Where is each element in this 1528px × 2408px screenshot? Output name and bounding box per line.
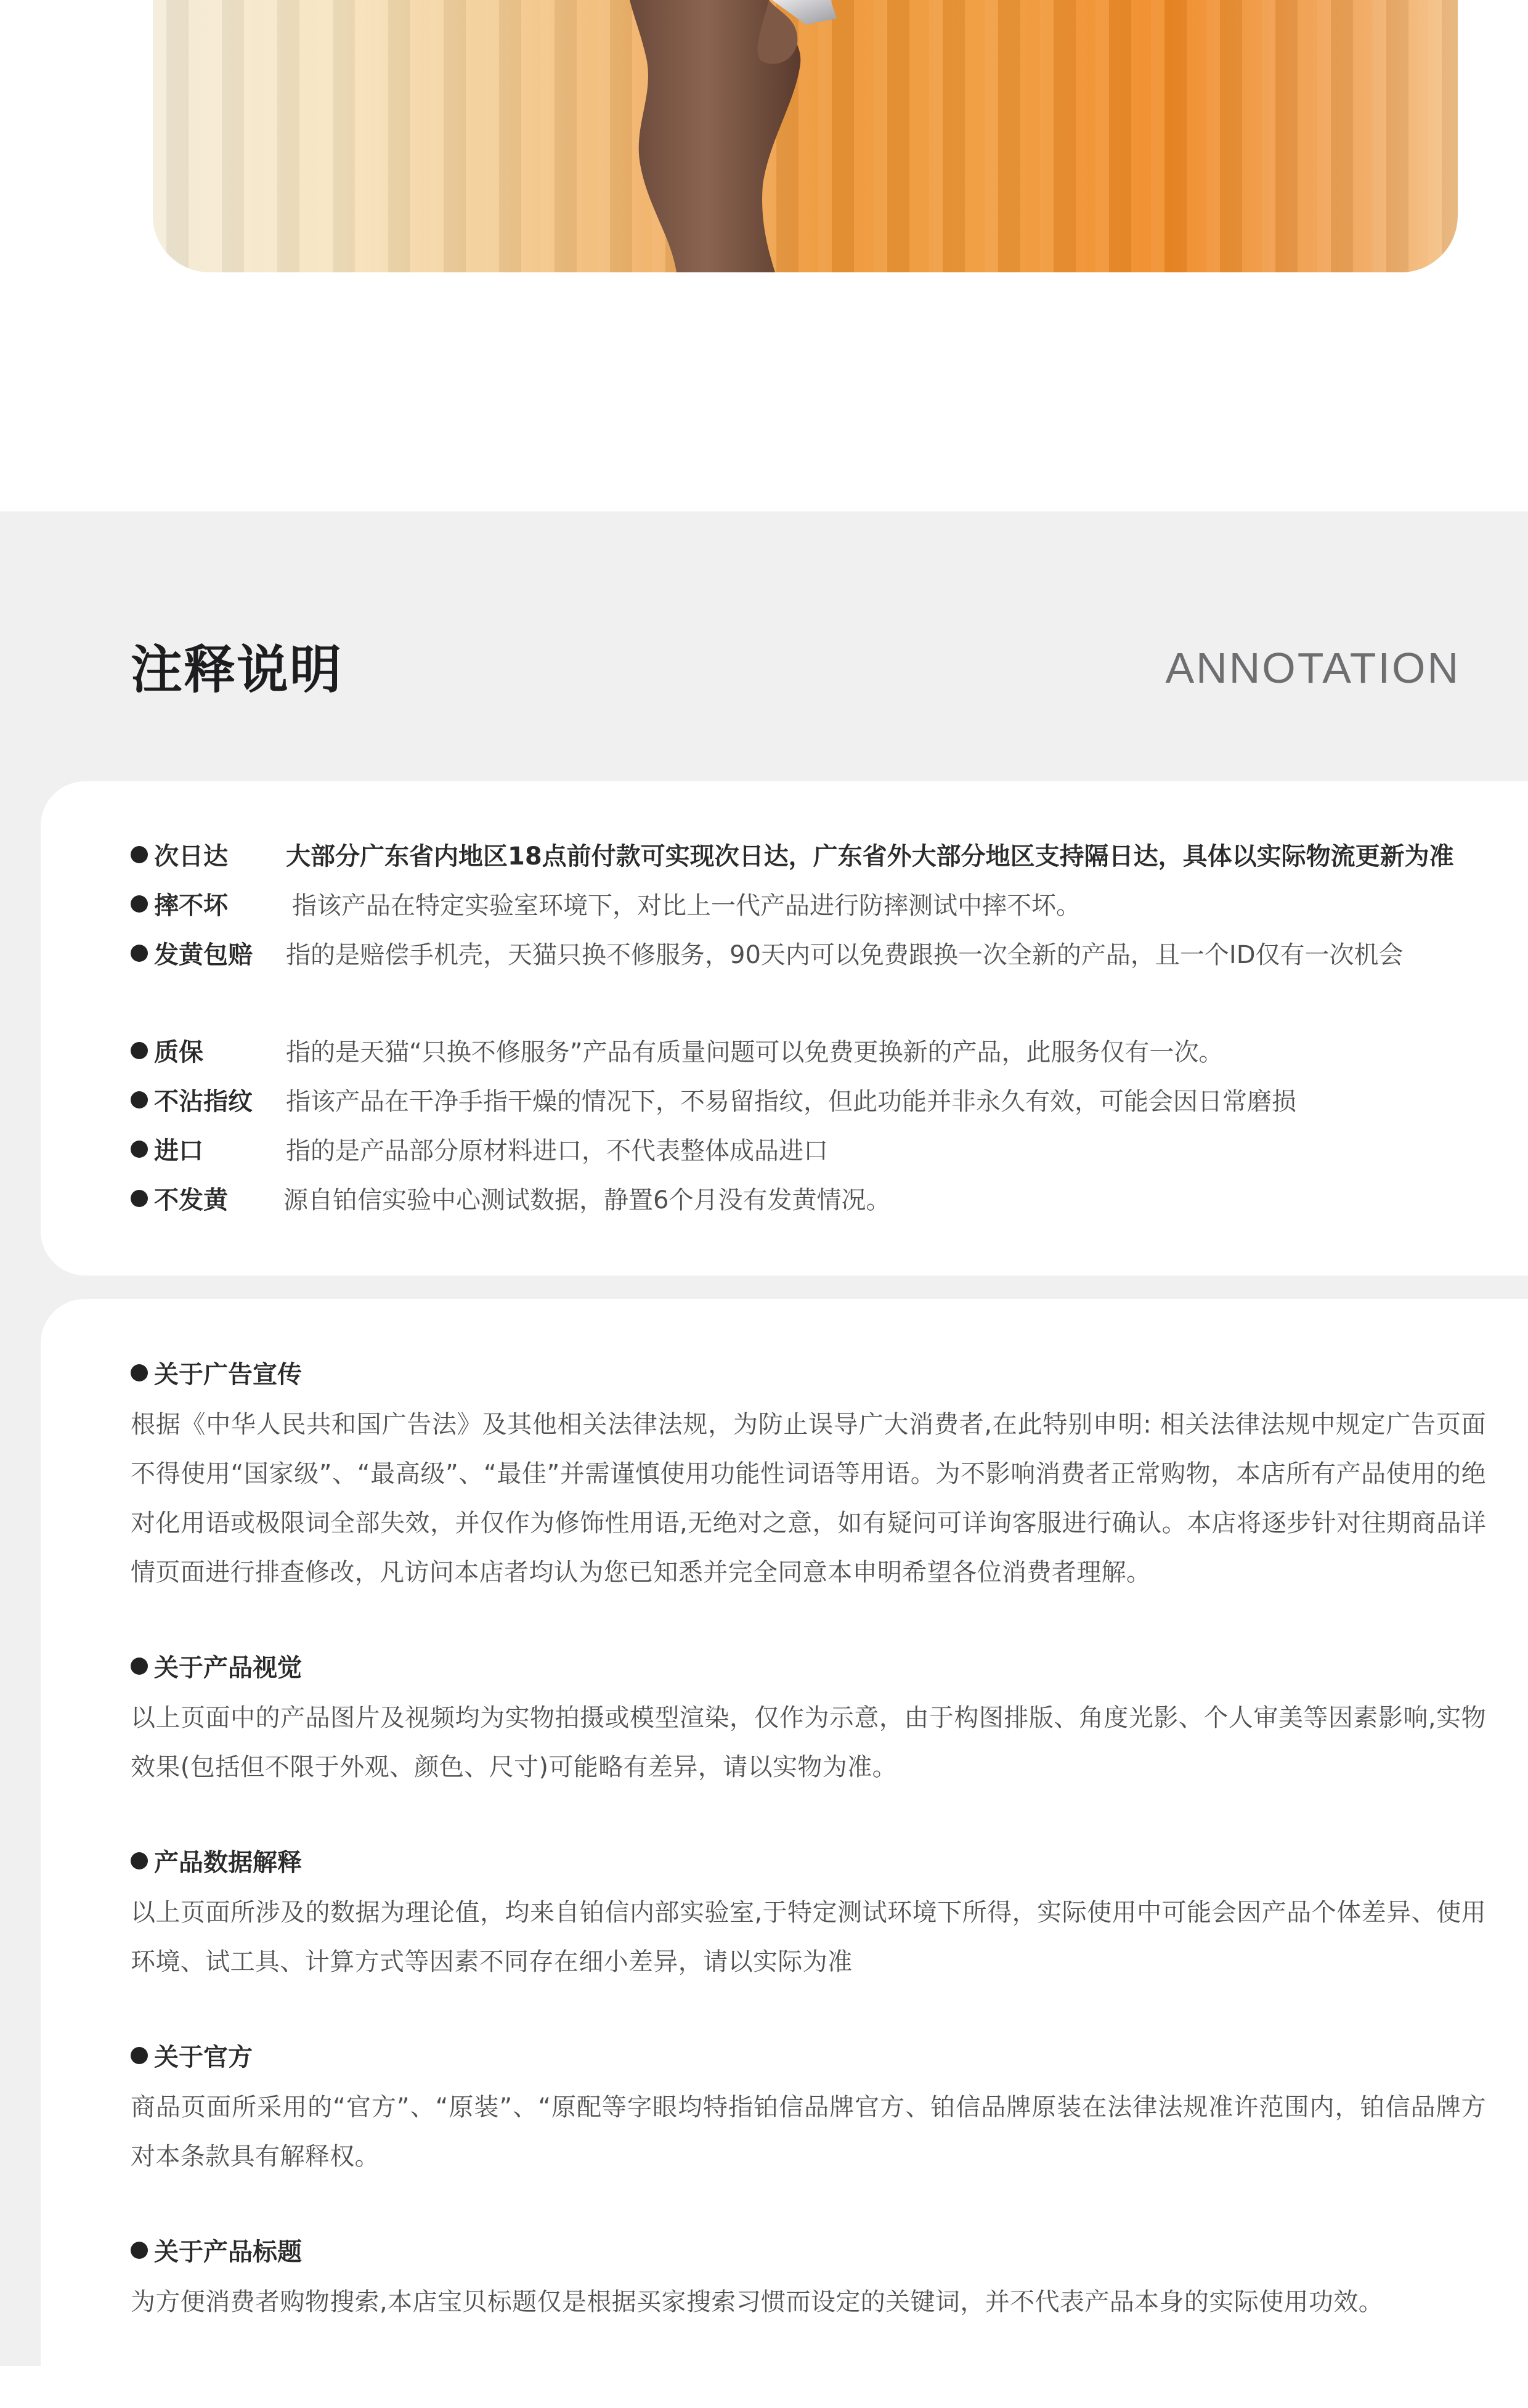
definition-desc: 指该产品在特定实验室环境下，对比上一代产品进行防摔测试中摔不坏。: [292, 892, 1081, 920]
note-body: 以上页面中的产品图片及视频均为实物拍摄或模型渲染，仅作为示意，由于构图排版、角度光影、个人审美等因素影响,实物效果(包括但不限于外观、颜色、尺寸)可能略有差异，请以实物为准。: [131, 1704, 1486, 1781]
note-body: 根据《中华人民共和国广告法》及其他相关法律法规，为防止误导广大消费者,在此特别申明: 相关法律法规中规定广告页面不得使用“国家级”、“最高级”、“最佳”并需谨慎使用功能性词语等用语。为不影响消费者正常购物，本店所有产品使用的绝对化用语或极限词全部失效，并仅作为修饰性用语,无绝对之意，如有疑问可详询客服进行确认。本店将逐步针对往期商品详情页面进行排查修改，凡访问本店者均认为您已知悉并完全同意本申明希望各位消费者理解。: [131, 1410, 1486, 1587]
definition-desc: 大部分广东省内地区18点前付款可实现次日达，广东省外大部分地区支持隔日达，具体以实际物流更新为准: [286, 842, 1454, 871]
hand-holding-phone-image: [153, 0, 1458, 272]
note-title: 产品数据解释: [131, 1844, 1486, 1882]
note-product-title: [131, 2233, 1486, 2327]
note-title: 关于广告宣传: [131, 1356, 1486, 1394]
product-photo: [153, 0, 1458, 272]
note-visuals: [131, 1649, 1486, 1792]
bullet-icon: [131, 1658, 148, 1675]
definition-term: 质保: [131, 1034, 203, 1071]
note-data-explanation: [131, 1844, 1486, 1987]
definition-term: 不沾指纹: [131, 1083, 253, 1120]
note-body: 商品页面所采用的“官方”、“原装”、“原配等字眼均特指铂信品牌官方、铂信品牌原装在法律法规准许范围内，铂信品牌方对本条款具有解释权。: [131, 2093, 1486, 2171]
definition-term: 发黄包赔: [131, 937, 253, 974]
definition-desc: 指的是产品部分原材料进口，不代表整体成品进口: [286, 1137, 828, 1165]
bullet-icon: [131, 1141, 148, 1158]
bullet-icon: [131, 1190, 148, 1207]
section-title: 注释说明: [131, 640, 343, 700]
note-advertising: [131, 1356, 1486, 1597]
note-official: [131, 2038, 1486, 2181]
definition-term: 不发黄: [131, 1182, 228, 1219]
bullet-icon: [131, 945, 148, 962]
hero-section: [0, 0, 1528, 511]
note-body: 以上页面所涉及的数据为理论值，均来自铂信内部实验室,于特定测试环境下所得，实际使用中可能会因产品个体差异、使用环境、试工具、计算方式等因素不同存在细小差异，请以实际为准: [131, 1898, 1486, 1976]
bullet-icon: [131, 2242, 148, 2259]
note-title: 关于产品视觉: [131, 1649, 1486, 1687]
definition-desc: 指该产品在干净手指干燥的情况下，不易留指纹，但此功能并非永久有效，可能会因日常磨损: [286, 1088, 1296, 1116]
bullet-icon: [131, 1042, 148, 1059]
note-body: 为方便消费者购物搜索,本店宝贝标题仅是根据买家搜索习惯而设定的关键词，并不代表产品本身的实际使用功效。: [131, 2288, 1384, 2316]
note-title: 关于官方: [131, 2038, 1486, 2076]
bullet-icon: [131, 2047, 148, 2064]
definition-desc: 指的是天猫“只换不修服务”产品有质量问题可以免费更换新的产品，此服务仅有一次。: [286, 1038, 1224, 1067]
bullet-icon: [131, 1364, 148, 1381]
note-title: 关于产品标题: [131, 2233, 1486, 2271]
section-subtitle: ANNOTATION: [1165, 644, 1460, 692]
bullet-icon: [131, 1852, 148, 1869]
bullet-icon: [131, 1091, 148, 1108]
definition-desc: 指的是赔偿手机壳，天猫只换不修服务，90天内可以免费跟换一次全新的产品，且一个ID仅有一次机会: [286, 941, 1404, 969]
bullet-icon: [131, 895, 148, 913]
definition-term: 摔不坏: [131, 887, 228, 924]
bullet-icon: [131, 846, 148, 863]
definition-desc: 源自铂信实验中心测试数据，静置6个月没有发黄情况。: [283, 1186, 891, 1214]
definition-term: 次日达: [131, 838, 228, 875]
definition-term: 进口: [131, 1133, 203, 1169]
